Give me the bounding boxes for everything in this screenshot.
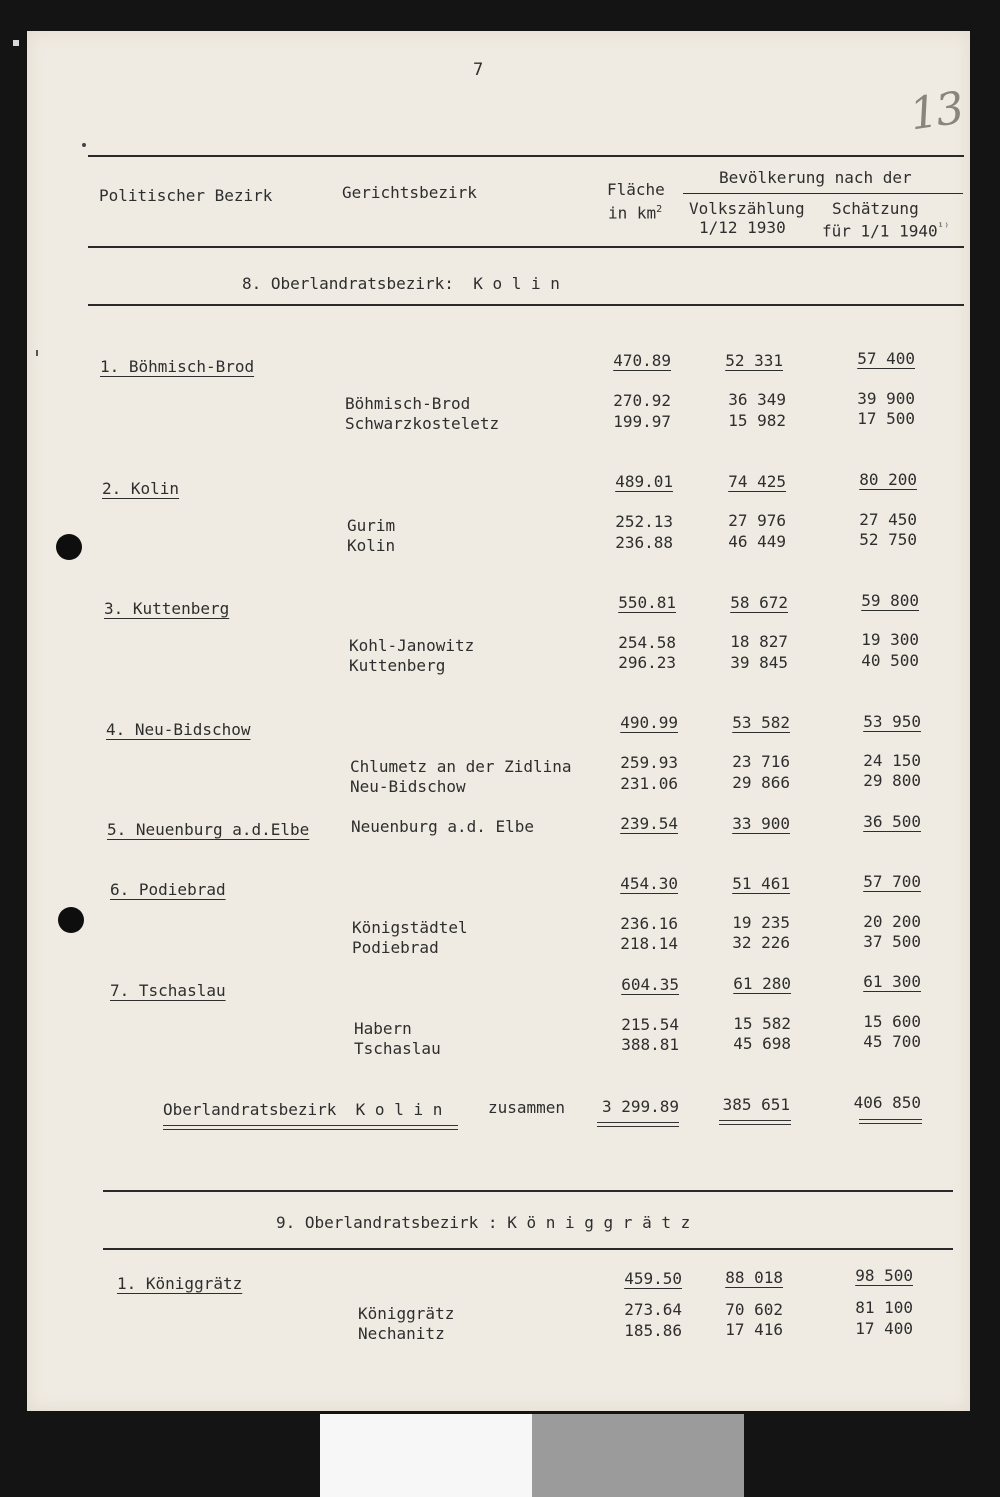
section9-rule [103,1248,953,1250]
court-estimate: 45 700 [863,1032,921,1051]
total-estimate: 406 850 [853,1093,921,1112]
header-area-line1: Fläche [607,180,665,199]
district-area: 489.01 [615,472,673,491]
court-census: 15 582 [733,1014,791,1033]
court-area: 215.54 [621,1015,679,1034]
ink-dot [82,143,86,147]
court-census: 39 845 [730,653,788,672]
district-estimate: 57 700 [863,872,921,891]
court-name: Kohl-Janowitz [349,636,475,655]
section8-rule [88,304,964,306]
header-court-district: Gerichtsbezirk [342,183,477,202]
court-estimate: 39 900 [857,389,915,408]
header-political-district: Politischer Bezirk [99,186,273,205]
court-estimate: 19 300 [861,630,919,649]
header-estimate-line1: Schätzung [832,199,919,218]
total-census-double-rule [719,1120,791,1125]
court-name: Nechanitz [358,1324,445,1343]
header-group-rule [683,193,963,194]
court-area: 259.93 [620,753,678,772]
district-label: 5. Neuenburg a.d.Elbe [107,820,310,839]
ink-mark [36,350,38,356]
court-area: 218.14 [620,934,678,953]
header-bottom-rule [88,246,964,248]
court-area: 236.88 [615,533,673,552]
total-census: 385 651 [722,1095,790,1114]
court-census: 27 976 [728,511,786,530]
district-area: 454.30 [620,874,678,893]
court-area: 254.58 [618,633,676,652]
total-area-double-rule [597,1122,679,1127]
court-name: Schwarzkosteletz [345,414,500,433]
district-estimate: 80 200 [859,470,917,489]
district-census: 88 018 [725,1268,783,1287]
court-census: 45 698 [733,1034,791,1053]
district-label: 7. Tschaslau [110,981,226,1000]
district-area: 239.54 [620,814,678,833]
total-label: Oberlandratsbezirk K o l i n [163,1100,443,1119]
court-name: Königstädtel [352,918,468,937]
court-estimate: 24 150 [863,751,921,770]
header-estimate-line2: für 1/1 $1940^{^{1)}}$ [822,221,950,241]
district-label: 2. Kolin [102,479,180,498]
folio-number: 13 [906,82,966,141]
section8-title: 8. Oberlandratsbezirk: K o l i n [242,274,560,293]
district-area: 470.89 [613,351,671,370]
court-area: 199.97 [613,412,671,431]
total-label-double-rule [163,1125,458,1130]
court-area: 273.64 [624,1300,682,1319]
total-estimate-double-rule [859,1119,922,1124]
district-label: 4. Neu-Bidschow [106,720,251,739]
total-word: zusammen [488,1098,566,1117]
district-estimate: 57 400 [857,349,915,368]
court-name: Neu-Bidschow [350,777,466,796]
court-area: 231.06 [620,774,678,793]
court-census: 70 602 [725,1300,783,1319]
district-census: 53 582 [732,713,790,732]
court-estimate: 37 500 [863,932,921,951]
court-census: 19 235 [732,913,790,932]
total-area: 3 299.89 [601,1097,679,1116]
district-census: 74 425 [728,472,786,491]
court-census: 18 827 [730,632,788,651]
court-census: 15 982 [728,411,786,430]
header-population-group: Bevölkerung nach der [719,168,912,187]
court-estimate: 81 100 [855,1298,913,1317]
district-area: 550.81 [618,593,676,612]
district-census: 51 461 [732,874,790,893]
court-name: Podiebrad [352,938,439,957]
court-name: Kuttenberg [349,656,446,675]
district-census: 58 672 [730,593,788,612]
punch-hole [56,534,82,560]
court-area: 252.13 [615,512,673,531]
court-name-inline: Neuenburg a.d. Elbe [351,817,535,836]
court-estimate: 17 500 [857,409,915,428]
court-estimate: 20 200 [863,912,921,931]
district-estimate: 53 950 [863,712,921,731]
district-estimate: 36 500 [863,812,921,831]
scan-calibration-gray [532,1414,744,1497]
district-area: 604.35 [621,975,679,994]
district-census: 61 280 [733,974,791,993]
section9-title: 9. Oberlandratsbezirk : K ö n i g g r ä t z [276,1213,691,1232]
court-name: Königgrätz [358,1304,455,1323]
district-label: 1. Böhmisch-Brod [100,357,255,376]
court-name: Tschaslau [354,1039,441,1058]
page-number: 7 [473,60,484,80]
court-area: 185.86 [624,1321,682,1340]
header-census-line1: Volkszählung [689,199,805,218]
court-estimate: 40 500 [861,651,919,670]
court-name: Gurim [347,516,396,535]
punch-hole [58,907,84,933]
court-area: 388.81 [621,1035,679,1054]
court-estimate: 27 450 [859,510,917,529]
district-estimate: 59 800 [861,591,919,610]
court-estimate: 15 600 [863,1012,921,1031]
header-top-rule [88,155,964,157]
district-estimate: 98 500 [855,1266,913,1285]
court-estimate: 52 750 [859,530,917,549]
district-label: 3. Kuttenberg [104,599,230,618]
court-census: 29 866 [732,773,790,792]
district-census: 52 331 [725,351,783,370]
header-census-line2: 1/12 1930 [699,218,786,237]
court-census: 32 226 [732,933,790,952]
district-area: 459.50 [624,1269,682,1288]
district-label: 1. Königgrätz [117,1274,243,1293]
court-estimate: 29 800 [863,771,921,790]
scan-corner-mark [13,40,19,46]
court-census: 36 349 [728,390,786,409]
district-census: 33 900 [732,814,790,833]
district-label: 6. Podiebrad [110,880,226,899]
scan-calibration-white [320,1414,532,1497]
court-name: Böhmisch-Brod [345,394,471,413]
court-area: 270.92 [613,391,671,410]
district-area: 490.99 [620,713,678,732]
header-area-line2: in $km^2$ [608,203,663,223]
court-census: 17 416 [725,1320,783,1339]
court-name: Habern [354,1019,412,1038]
court-area: 296.23 [618,653,676,672]
court-census: 23 716 [732,752,790,771]
court-census: 46 449 [728,532,786,551]
section9-top-rule [103,1190,953,1192]
court-area: 236.16 [620,914,678,933]
court-name: Kolin [347,536,396,555]
court-name: Chlumetz an der Zidlina [350,757,572,776]
court-estimate: 17 400 [855,1319,913,1338]
district-estimate: 61 300 [863,972,921,991]
